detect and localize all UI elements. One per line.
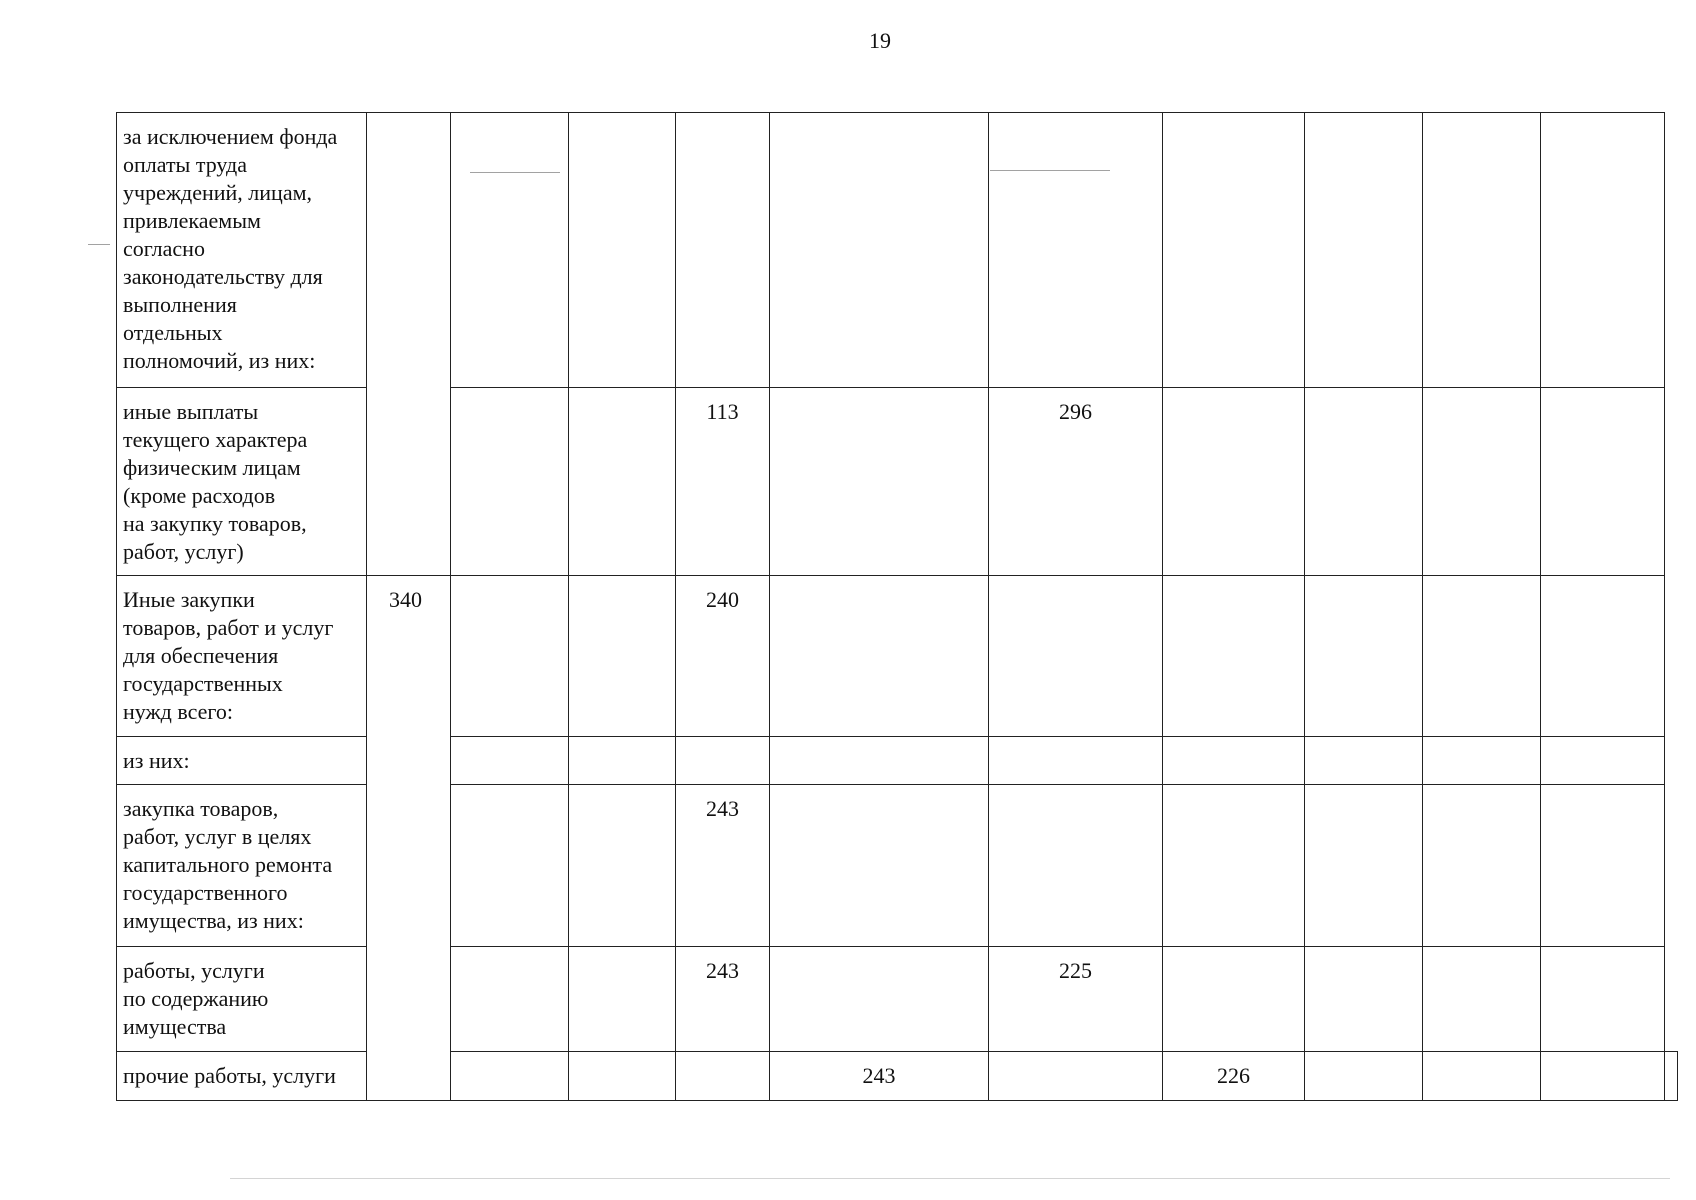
expense-code-cell: 243 [770,1052,989,1101]
scan-speck [230,1178,1670,1179]
row-label: иные выплаты текущего характера физическим лицам (кроме расходов на закупку товаров, работ, услуг) [117,388,367,576]
empty-cell [569,388,676,576]
empty-cell [1541,785,1665,947]
row-label: из них: [117,737,367,785]
kosgu-code-cell [989,576,1163,737]
empty-cell [1541,737,1665,785]
empty-cell [1665,1052,1678,1101]
empty-cell [1423,785,1541,947]
empty-cell [770,576,989,737]
scan-speck [470,172,560,173]
empty-cell [1541,1052,1665,1101]
empty-cell [569,1052,676,1101]
empty-cell [1541,388,1665,576]
empty-cell [1305,113,1423,388]
table-row [117,947,1678,1052]
empty-cell [451,737,569,785]
empty-cell [1305,737,1423,785]
empty-cell [1163,113,1305,388]
table-row [117,785,1678,947]
table-row [117,388,1678,576]
row-label: работы, услуги по содержанию имущества [117,947,367,1052]
kosgu-code-cell: 226 [1163,1052,1305,1101]
empty-cell [451,113,569,388]
empty-cell [1305,1052,1423,1101]
empty-cell [676,1052,770,1101]
empty-cell [1423,947,1541,1052]
empty-cell [1305,947,1423,1052]
budget-table [116,112,1678,1101]
kosgu-code-cell: 296 [989,388,1163,576]
empty-cell [1423,737,1541,785]
empty-cell [770,737,989,785]
empty-cell [1423,388,1541,576]
empty-cell [451,785,569,947]
kosgu-code-cell: 225 [989,947,1163,1052]
empty-cell [1163,785,1305,947]
empty-cell [1541,576,1665,737]
empty-cell [451,947,569,1052]
empty-cell [770,388,989,576]
empty-cell [569,785,676,947]
empty-cell [451,388,569,576]
empty-cell [1163,576,1305,737]
empty-cell [569,576,676,737]
empty-cell [1541,947,1665,1052]
empty-cell [1163,737,1305,785]
scan-speck [88,244,110,245]
expense-code-cell: 243 [676,785,770,947]
table-row [117,113,1678,388]
empty-cell [1423,113,1541,388]
row-label: Иные закупки товаров, работ и услуг для обеспечения государственных нужд всего: [117,576,367,737]
empty-cell [451,576,569,737]
row-label: за исключением фонда оплаты труда учреждений, лицам, привлекаемым согласно законодательству для выполнения отдельных полномочий, из них: [117,113,367,388]
expense-code-cell: 113 [676,388,770,576]
page-number: 19 [869,28,891,53]
expense-code-cell: 240 [676,576,770,737]
empty-cell [1163,947,1305,1052]
kosgu-code-cell [989,737,1163,785]
expense-code-cell: 243 [676,947,770,1052]
empty-cell [1305,785,1423,947]
empty-cell [770,785,989,947]
empty-cell [569,113,676,388]
empty-cell [1305,576,1423,737]
empty-cell [989,1052,1163,1101]
empty-cell [569,947,676,1052]
expense-code-cell [676,737,770,785]
row-label: прочие работы, услуги [117,1052,367,1101]
line-code-cell [367,113,451,576]
empty-cell [1305,388,1423,576]
line-code-cell [451,1052,569,1101]
empty-cell [1541,113,1665,388]
table-row [117,737,1678,785]
table-row [117,1052,1678,1101]
empty-cell [770,947,989,1052]
empty-cell [770,113,989,388]
scan-speck [990,170,1110,171]
empty-cell [1423,1052,1541,1101]
empty-cell [1423,576,1541,737]
table-row [117,576,1678,737]
empty-cell [1163,388,1305,576]
kosgu-code-cell [989,785,1163,947]
kosgu-code-cell [989,113,1163,388]
line-code-cell: 340 [367,576,451,1101]
empty-cell [569,737,676,785]
row-label: закупка товаров, работ, услуг в целях капитального ремонта государственного имущества, из них: [117,785,367,947]
expense-code-cell [676,113,770,388]
